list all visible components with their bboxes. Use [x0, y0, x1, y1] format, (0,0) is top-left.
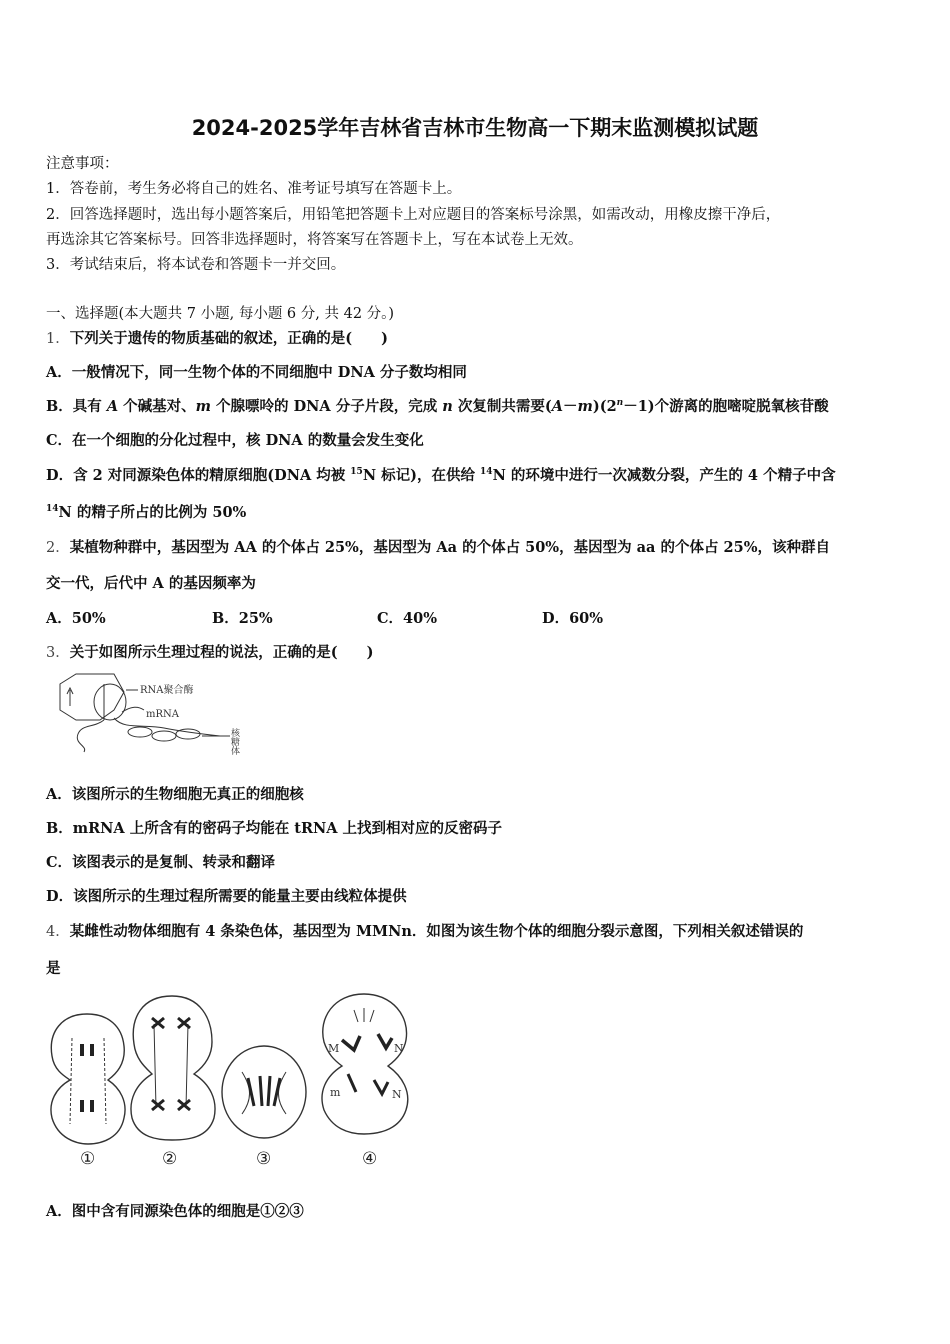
- question-3-stem: [46, 641, 373, 662]
- question-text: 关于如图所示生理过程的说法，正确的是( ): [69, 644, 374, 661]
- q3-option-b: B．mRNA 上所含有的密码子均能在 tRNA 上找到相对应的反密码子: [46, 820, 503, 837]
- cell-1-outline: [51, 1014, 125, 1144]
- question-4-stem: [46, 920, 803, 941]
- q1-d-sup-14: 14: [480, 467, 493, 477]
- figure-label-1: ①: [80, 1149, 96, 1169]
- ribosome-1: [128, 727, 152, 737]
- figure-label-3: ③: [256, 1149, 272, 1169]
- q1-option-c: C．在一个细胞的分化过程中，核 DNA 的数量会发生变化: [46, 432, 424, 449]
- q1-b-var-a2: A: [551, 398, 563, 415]
- q1-option-d: [46, 464, 836, 485]
- cell-1-spindle: [70, 1038, 106, 1124]
- question-4-stem-cont: 是: [46, 960, 61, 977]
- gene-label: M: [328, 1042, 340, 1055]
- question-text: 下列关于遗传的物质基础的叙述，正确的是( ): [69, 330, 388, 347]
- q3-option-c: C．该图表示的是复制、转录和翻译: [46, 854, 276, 871]
- cell-4-chromosome: [348, 1074, 388, 1094]
- q1-b-var-m: m: [195, 398, 211, 415]
- q1-b-var-a: A: [106, 398, 119, 415]
- cell-1-chromosome: [80, 1044, 84, 1056]
- cell-3-outline: [222, 1046, 306, 1138]
- q1-d2-text: N 的精子所占的比例为 50%: [58, 504, 247, 521]
- q2-option-a: A．50%: [46, 610, 106, 627]
- cell-4-centrosome: [354, 1008, 374, 1022]
- q4-option-a: A．图中含有同源染色体的细胞是①②③: [46, 1203, 304, 1220]
- question-text: 某植物种群中，基因型为 AA 的个体占 25%，基因型为 Aa 的个体占 50%，基因型为 aa 的个体占 25%，该种群自: [69, 539, 830, 556]
- rna-polymerase-circle: [94, 684, 126, 720]
- q1-d-text-1: D．含 2 对同源染色体的精原细胞(DNA 均被: [46, 467, 351, 484]
- q3-option-a: A．该图所示的生物细胞无真正的细胞核: [46, 786, 304, 803]
- cell-2-outline: [131, 996, 215, 1140]
- q1-b-exp-n: n: [616, 398, 624, 408]
- question-text: 某雌性动物体细胞有 4 条染色体，基因型为 MMNn．如图为该生物个体的细胞分裂示意图，下列相关叙述错误的: [69, 923, 804, 940]
- cell-2-chromosome: [152, 1100, 190, 1110]
- q1-option-d-cont: [46, 501, 246, 522]
- q1-b-var-m2: m: [577, 398, 593, 415]
- question-1-stem: [46, 327, 388, 348]
- q1-d-sup-15: 15: [350, 467, 363, 477]
- fig-label-mrna: mRNA: [146, 709, 179, 720]
- cell-2-spindle: [154, 1024, 188, 1108]
- figure-label-4: ④: [362, 1149, 378, 1169]
- notice-heading: 注意事项：: [46, 156, 119, 172]
- cell-1-chromosome: [90, 1100, 94, 1112]
- q2-option-d: D．60%: [542, 610, 604, 627]
- dna-coil-left: [77, 720, 104, 752]
- gene-label: N: [394, 1042, 404, 1055]
- q1-option-b: [46, 395, 829, 416]
- q1-b-text-4: 次复制共需要(: [452, 398, 552, 415]
- cell-2-chromosome: [152, 1018, 190, 1028]
- cell-1-chromosome: [90, 1044, 94, 1056]
- q1-b-text-6: －1)个游离的胞嘧啶脱氧核苷酸: [623, 398, 829, 415]
- question-number: 3．: [46, 645, 70, 661]
- notice-item-2-cont: 再选涂其它答案标号。回答非选择题时，将答案写在答题卡上，写在本试卷上无效。: [46, 232, 583, 248]
- question-2-stem-cont: 交一代，后代中 A 的基因频率为: [46, 575, 256, 592]
- question-number: 4．: [46, 924, 70, 940]
- q1-option-a: A．一般情况下，同一生物个体的不同细胞中 DNA 分子数均相同: [46, 364, 467, 381]
- q2-option-c: C．40%: [377, 610, 437, 627]
- q1-d2-sup-14: 14: [46, 504, 59, 514]
- q1-d-text-3: N 的环境中进行一次减数分裂，产生的 4 个精子中含: [492, 467, 836, 484]
- gene-label: m: [330, 1086, 341, 1099]
- q3-option-d: D．该图所示的生理过程所需要的能量主要由线粒体提供: [46, 888, 407, 905]
- page-title: 2024-2025学年吉林省吉林市生物高一下期末监测模拟试题: [191, 116, 759, 140]
- fig-label-ribosome: 核糖体: [229, 728, 239, 755]
- gene-label: N: [392, 1088, 402, 1101]
- fig-label-rna-polymerase: RNA聚合酶: [140, 685, 194, 696]
- section-heading: 一、选择题(本大题共 7 小题, 每小题 6 分, 共 42 分。): [46, 306, 395, 322]
- notice-item-3: 3．考试结束后，将本试卷和答题卡一并交回。: [46, 257, 346, 273]
- ribosome-2: [152, 731, 176, 741]
- figure-label-2: ②: [162, 1149, 178, 1169]
- q1-b-text-5: )(2: [592, 398, 617, 415]
- mrna-strand: [114, 718, 220, 736]
- q1-d-text-2: N 标记)，在供给: [362, 467, 481, 484]
- notice-item-1: 1．答卷前，考生务必将自己的姓名、准考证号填写在答题卡上。: [46, 181, 462, 197]
- q1-b-text-2: 个碱基对、: [118, 398, 196, 415]
- q1-b-var-n: n: [442, 398, 453, 415]
- cell-3-chromosome: [248, 1076, 280, 1106]
- ribosome-3: [176, 729, 200, 739]
- cell-4-chromosome: [342, 1034, 392, 1050]
- q1-b-text-1: B．具有: [46, 398, 107, 415]
- q1-b-minus: －: [563, 398, 578, 415]
- cell-division-figure: [42, 988, 422, 1170]
- question-2-stem: [46, 536, 830, 557]
- question-number: 1．: [46, 331, 70, 347]
- cell-4-outline: [322, 994, 408, 1134]
- cell-1-chromosome: [80, 1100, 84, 1112]
- q2-option-b: B．25%: [212, 610, 273, 627]
- transcription-translation-figure: [52, 672, 252, 757]
- q1-b-text-3: 个腺嘌呤的 DNA 分子片段，完成: [210, 398, 443, 415]
- question-number: 2．: [46, 540, 70, 556]
- notice-item-2: 2．回答选择题时，选出每小题答案后，用铅笔把答题卡上对应题目的答案标号涂黑，如需改动，用橡皮擦干净后，: [46, 207, 781, 223]
